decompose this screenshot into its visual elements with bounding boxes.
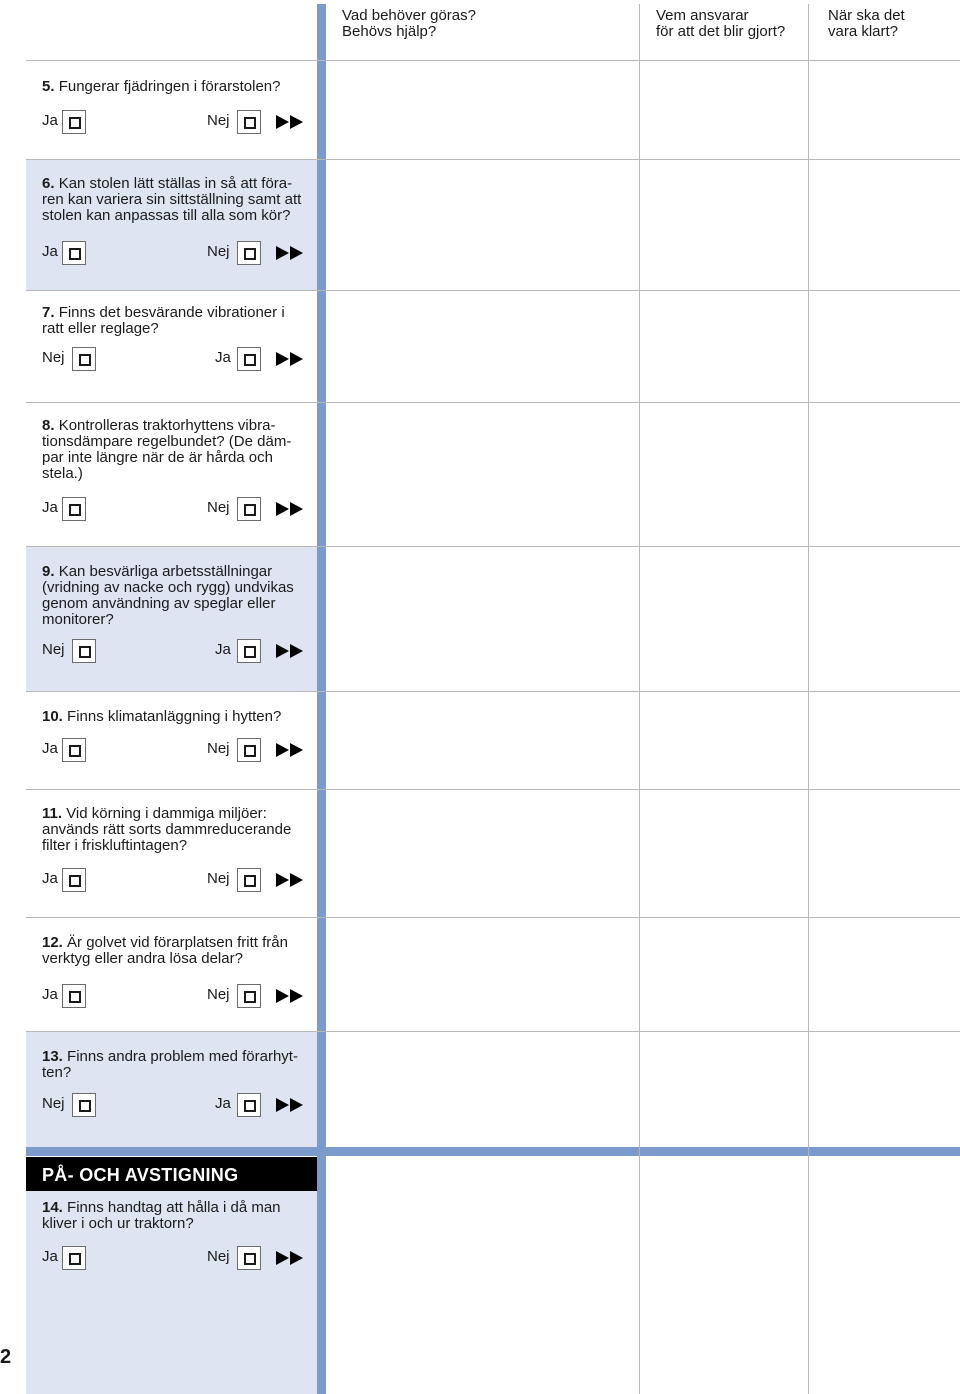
page-number: 2 <box>0 1346 12 1368</box>
question-line <box>42 596 304 612</box>
answer-row <box>42 347 317 375</box>
answer-row <box>42 110 317 138</box>
question-text <box>42 1200 304 1232</box>
checkbox-first[interactable] <box>62 241 86 265</box>
forward-arrows-icon <box>276 743 304 757</box>
answer-label-second: Nej <box>207 243 230 260</box>
question-text <box>42 418 304 482</box>
question-line-text: monitorer? <box>42 611 114 628</box>
answer-label-first: Nej <box>42 641 65 658</box>
checkbox-second[interactable] <box>237 347 261 371</box>
header-col2-line1: Vem ansvarar <box>656 7 749 24</box>
question-line-text: Finns det besvärande vibrationer i <box>58 304 285 321</box>
checkbox-second[interactable] <box>237 1246 261 1270</box>
row-line <box>26 917 960 918</box>
row-line <box>26 789 960 790</box>
question-text <box>42 935 304 967</box>
header-col3 <box>828 8 905 40</box>
question-line <box>42 1049 304 1065</box>
row-line <box>26 159 960 160</box>
column-separator-2 <box>639 4 640 1394</box>
answer-row <box>42 1246 317 1274</box>
question-line <box>42 1216 304 1232</box>
row-line <box>26 402 960 403</box>
answer-label-first: Nej <box>42 1095 65 1112</box>
answer-label-second: Nej <box>207 740 230 757</box>
row-line <box>26 1031 960 1032</box>
answer-row <box>42 868 317 896</box>
answer-label-second: Nej <box>207 499 230 516</box>
header-col1 <box>342 8 476 40</box>
question-line-text: par inte längre när de är hårda och <box>42 449 273 466</box>
question-line <box>42 935 304 951</box>
question-text <box>42 305 304 337</box>
header-col2 <box>656 8 785 40</box>
question-line <box>42 450 304 466</box>
question-line-text: genom användning av speglar eller <box>42 595 276 612</box>
forward-arrows-icon <box>276 502 304 516</box>
question-line-text: Finns andra problem med förarhyt- <box>67 1048 298 1065</box>
question-number: 5. <box>42 78 55 95</box>
question-line-text: ren kan variera sin sittställning samt att <box>42 191 302 208</box>
question-line-text: kliver i och ur traktorn? <box>42 1215 194 1232</box>
question-line <box>42 564 304 580</box>
answer-label-second: Nej <box>207 986 230 1003</box>
question-text <box>42 1049 304 1081</box>
question-line-text: verktyg eller andra lösa delar? <box>42 950 243 967</box>
question-number: 10. <box>42 708 63 725</box>
header-col2-line2: för att det blir gjort? <box>656 23 786 40</box>
question-line-text: (vridning av nacke och rygg) undvikas <box>42 579 294 596</box>
question-line <box>42 192 304 208</box>
answer-row <box>42 497 317 525</box>
answer-label-second: Ja <box>215 1095 231 1112</box>
question-line-text: Finns handtag att hålla i då man <box>67 1199 281 1216</box>
forward-arrows-icon <box>276 1098 304 1112</box>
question-line <box>42 612 304 628</box>
answer-label-second: Nej <box>207 1248 230 1265</box>
question-line-text: ten? <box>42 1064 72 1081</box>
question-text <box>42 709 304 725</box>
answer-label-first: Ja <box>42 112 58 129</box>
question-line <box>42 580 304 596</box>
question-line <box>42 418 304 434</box>
row-line <box>26 691 960 692</box>
column-separator-3 <box>808 4 809 1394</box>
column-divider-bar <box>317 4 326 1394</box>
question-line <box>42 1200 304 1216</box>
question-line <box>42 305 304 321</box>
answer-label-first: Nej <box>42 349 65 366</box>
question-line-text: Kan stolen lätt ställas in så att föra- <box>58 175 293 192</box>
question-number: 6. <box>42 175 55 192</box>
question-line <box>42 806 304 822</box>
question-line-text: Vid körning i dammiga miljöer: <box>66 805 267 822</box>
question-line <box>42 79 304 95</box>
question-line <box>42 822 304 838</box>
question-text <box>42 176 304 224</box>
checkbox-second[interactable] <box>237 738 261 762</box>
answer-row <box>42 241 317 269</box>
checkbox-second[interactable] <box>237 1093 261 1117</box>
answer-label-first: Ja <box>42 740 58 757</box>
answer-label-first: Ja <box>42 1248 58 1265</box>
question-line <box>42 434 304 450</box>
row-line <box>26 546 960 547</box>
checkbox-first[interactable] <box>72 1093 96 1117</box>
question-number: 12. <box>42 934 63 951</box>
question-text <box>42 79 304 95</box>
question-line-text: används rätt sorts dammreducerande <box>42 821 292 838</box>
question-line-text: Kontrolleras traktorhyttens vibra- <box>58 417 276 434</box>
question-line-text: Finns klimatanläggning i hytten? <box>67 708 282 725</box>
checkbox-first[interactable] <box>72 347 96 371</box>
question-number: 14. <box>42 1199 63 1216</box>
header-col3-line1: När ska det <box>828 7 905 24</box>
question-number: 9. <box>42 563 55 580</box>
checkbox-first[interactable] <box>62 1246 86 1270</box>
checkbox-second[interactable] <box>237 241 261 265</box>
question-line-text: tionsdämpare regelbundet? (De däm- <box>42 433 292 450</box>
answer-label-first: Ja <box>42 870 58 887</box>
question-line <box>42 208 304 224</box>
answer-row <box>42 738 317 766</box>
forward-arrows-icon <box>276 644 304 658</box>
question-line-text: Är golvet vid förarplatsen fritt från <box>67 934 288 951</box>
question-line <box>42 176 304 192</box>
checkbox-second[interactable] <box>237 497 261 521</box>
answer-label-first: Ja <box>42 499 58 516</box>
question-number: 13. <box>42 1048 63 1065</box>
question-line-text: Kan besvärliga arbetsställningar <box>58 563 273 580</box>
checkbox-first[interactable] <box>62 497 86 521</box>
question-line-text: stela.) <box>42 465 83 482</box>
question-text <box>42 806 304 854</box>
answer-label-second: Ja <box>215 641 231 658</box>
question-number: 11. <box>42 805 63 822</box>
checkbox-second[interactable] <box>237 984 261 1008</box>
section-divider-bar <box>26 1147 960 1156</box>
question-line-text: Fungerar fjädringen i förarstolen? <box>58 78 281 95</box>
question-line <box>42 466 304 482</box>
question-line <box>42 838 304 854</box>
checkbox-first[interactable] <box>62 110 86 134</box>
answer-row <box>42 984 317 1012</box>
answer-label-first: Ja <box>42 243 58 260</box>
header-col1-line2: Behövs hjälp? <box>342 23 437 40</box>
forward-arrows-icon <box>276 873 304 887</box>
forward-arrows-icon <box>276 115 304 129</box>
question-text <box>42 564 304 628</box>
checkbox-first[interactable] <box>62 868 86 892</box>
question-line <box>42 1065 304 1081</box>
answer-row <box>42 639 317 667</box>
question-line <box>42 321 304 337</box>
question-number: 7. <box>42 304 55 321</box>
checkbox-first[interactable] <box>62 738 86 762</box>
question-line-text: ratt eller reglage? <box>42 320 159 337</box>
checkbox-second[interactable] <box>237 110 261 134</box>
header-col1-line1: Vad behöver göras? <box>342 7 476 24</box>
question-number: 8. <box>42 417 55 434</box>
question-line-text: filter i friskluftintagen? <box>42 837 188 854</box>
answer-label-first: Ja <box>42 986 58 1003</box>
checkbox-first[interactable] <box>72 639 96 663</box>
question-line <box>42 951 304 967</box>
row-line <box>26 60 960 61</box>
forward-arrows-icon <box>276 989 304 1003</box>
forward-arrows-icon <box>276 246 304 260</box>
question-line <box>42 709 304 725</box>
checkbox-second[interactable] <box>237 639 261 663</box>
answer-row <box>42 1093 317 1121</box>
forward-arrows-icon <box>276 352 304 366</box>
forward-arrows-icon <box>276 1251 304 1265</box>
checkbox-second[interactable] <box>237 868 261 892</box>
answer-label-second: Ja <box>215 349 231 366</box>
answer-label-second: Nej <box>207 870 230 887</box>
answer-label-second: Nej <box>207 112 230 129</box>
section-heading: PÅ- OCH AVSTIGNING <box>26 1157 317 1191</box>
row-line <box>26 290 960 291</box>
question-line-text: stolen kan anpassas till alla som kör? <box>42 207 291 224</box>
header-col3-line2: vara klart? <box>828 23 899 40</box>
checkbox-first[interactable] <box>62 984 86 1008</box>
